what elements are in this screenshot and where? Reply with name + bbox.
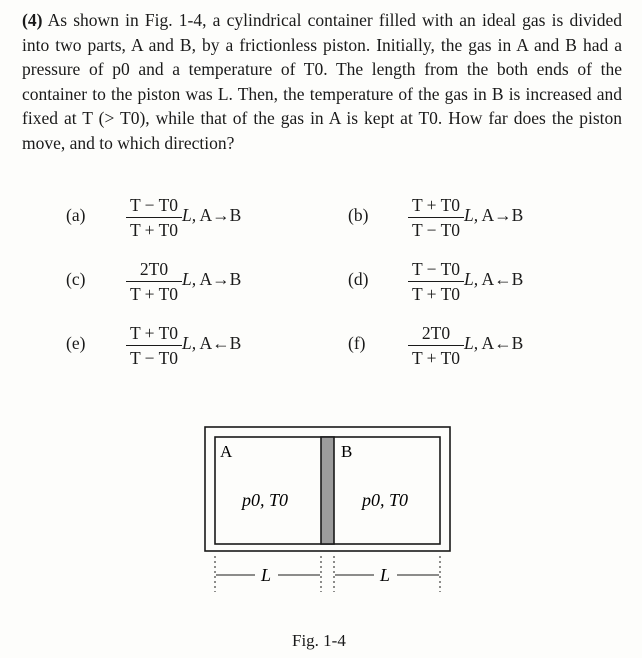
length-symbol: L, [182, 205, 197, 225]
chamber-a-label: A [220, 442, 233, 461]
direction-text: A→B [199, 205, 242, 225]
fraction-denominator: T + T0 [129, 220, 179, 240]
direction-text: A←B [481, 269, 524, 289]
choice-label: (b) [348, 205, 369, 225]
fraction-numerator: T − T0 [129, 195, 179, 215]
choice-label: (e) [66, 333, 86, 353]
problem-text: As shown in Fig. 1-4, a cylindrical container filled with an ideal gas is divided into two parts, A and B, by a frictionless piston. Initially, the gas in A and B had a pressure of p0 and a temperature of T0. The length from the both ends of the container to the piston was L. Then, the temperature of the gas in B is increased and fixed at T (> T0), while that of the gas in A is kept at T0. How far does the piston move, and to which direction? [22, 10, 622, 153]
fraction-denominator: T + T0 [411, 284, 461, 304]
length-label-left: L [261, 565, 272, 585]
length-label-right: L [380, 565, 391, 585]
length-symbol: L, [182, 269, 197, 289]
fraction-numerator: T − T0 [411, 259, 461, 279]
direction-text: A←B [199, 333, 242, 353]
fraction-numerator: T + T0 [129, 323, 179, 343]
choice-label: (d) [348, 269, 369, 289]
chamber-a-state: p0, T0 [242, 490, 289, 510]
direction-text: A←B [481, 333, 524, 353]
piston [321, 437, 334, 544]
direction-text: A→B [481, 205, 524, 225]
fraction-numerator: T + T0 [411, 195, 461, 215]
choice-label: (a) [66, 205, 86, 225]
dimension-guides [215, 556, 440, 592]
fraction-denominator: T + T0 [411, 348, 461, 368]
fraction-numerator: 2T0 [139, 259, 169, 279]
length-symbol: L, [464, 205, 479, 225]
choice-label: (c) [66, 269, 86, 289]
fraction-denominator: T − T0 [411, 220, 461, 240]
length-symbol: L, [464, 333, 479, 353]
fraction-numerator: 2T0 [421, 323, 451, 343]
figure-caption: Fig. 1-4 [292, 631, 346, 650]
chamber-b-label: B [341, 442, 353, 461]
length-symbol: L, [182, 333, 197, 353]
direction-text: A→B [199, 269, 242, 289]
problem-number: (4) [22, 10, 43, 30]
fraction-denominator: T + T0 [129, 284, 179, 304]
fraction-denominator: T − T0 [129, 348, 179, 368]
length-symbol: L, [464, 269, 479, 289]
chamber-b-state: p0, T0 [362, 490, 409, 510]
choice-label: (f) [348, 333, 366, 353]
